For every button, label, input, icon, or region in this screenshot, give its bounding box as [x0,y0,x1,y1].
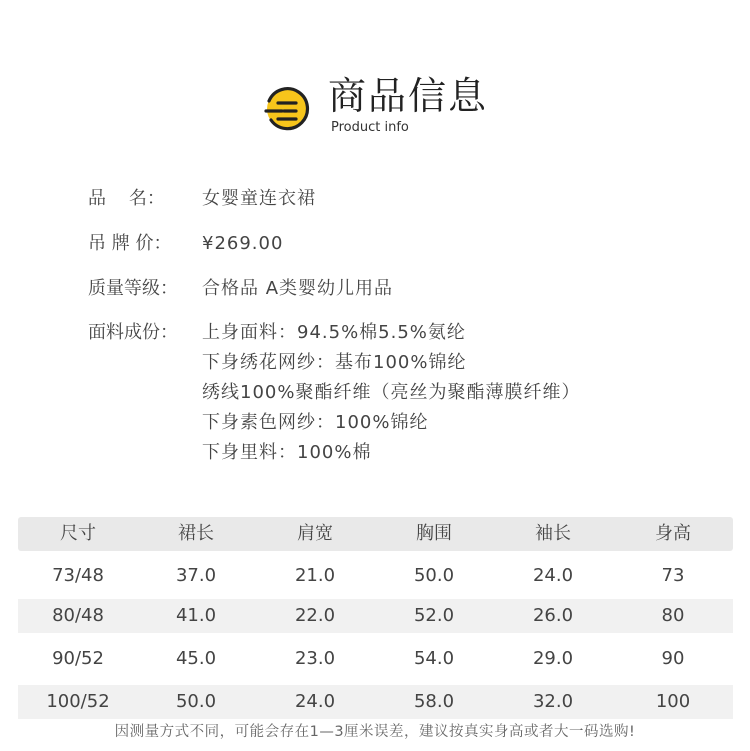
table-cell: 100 [655,691,691,712]
table-header-row [18,517,733,551]
info-label: 面料成份： [88,322,178,343]
table-cell: 80 [661,605,685,626]
fabric-line: 下身里料：100%棉 [202,442,372,463]
info-value: 女婴童连衣裙 [202,188,316,209]
fabric-line: 绣线100%聚酯纤维（亮丝为聚酯薄膜纤维） [202,382,581,403]
info-label: 质量等级： [88,278,178,299]
table-cell: 21.0 [294,565,336,586]
table-row [18,599,733,633]
table-cell: 58.0 [413,691,455,712]
page-subtitle: Product info [331,120,409,135]
table-cell: 50.0 [413,565,455,586]
table-cell: 32.0 [532,691,574,712]
info-label: 吊 牌 价： [88,233,172,254]
table-cell: 90 [661,648,685,669]
table-cell: 50.0 [175,691,217,712]
measurement-note: 因测量方式不同，可能会存在1—3厘米误差，建议按真实身高或者大一码选购! [114,724,636,740]
section-header [0,72,750,142]
table-row [18,642,733,676]
document-list-icon [262,86,312,132]
table-row [18,559,733,593]
table-row [18,685,733,719]
table-header-cell: 胸围 [416,523,452,544]
table-cell: 22.0 [294,605,336,626]
info-value: 合格品 A类婴幼儿用品 [202,278,394,299]
table-header-cell: 尺寸 [60,523,96,544]
fabric-line: 上身面料：94.5%棉5.5%氨纶 [202,322,466,343]
table-cell: 90/52 [52,648,104,669]
table-cell: 52.0 [413,605,455,626]
table-header-cell: 肩宽 [297,523,333,544]
table-cell: 54.0 [413,648,455,669]
table-cell: 37.0 [175,565,217,586]
info-label: 品 名： [88,188,165,209]
table-cell: 24.0 [532,565,574,586]
table-cell: 26.0 [532,605,574,626]
table-cell: 73 [661,565,685,586]
table-header-cell: 袖长 [535,523,571,544]
page-title: 商品信息 [328,74,489,118]
table-cell: 24.0 [294,691,336,712]
info-value: ¥269.00 [202,233,284,254]
table-cell: 100/52 [46,691,110,712]
table-header-cell: 裙长 [178,523,214,544]
fabric-line: 下身绣花网纱：基布100%锦纶 [202,352,467,373]
table-cell: 73/48 [52,565,104,586]
table-cell: 29.0 [532,648,574,669]
table-cell: 45.0 [175,648,217,669]
table-header-cell: 身高 [655,523,691,544]
table-cell: 23.0 [294,648,336,669]
table-cell: 80/48 [52,605,104,626]
fabric-line: 下身素色网纱：100%锦纶 [202,412,429,433]
table-cell: 41.0 [175,605,217,626]
